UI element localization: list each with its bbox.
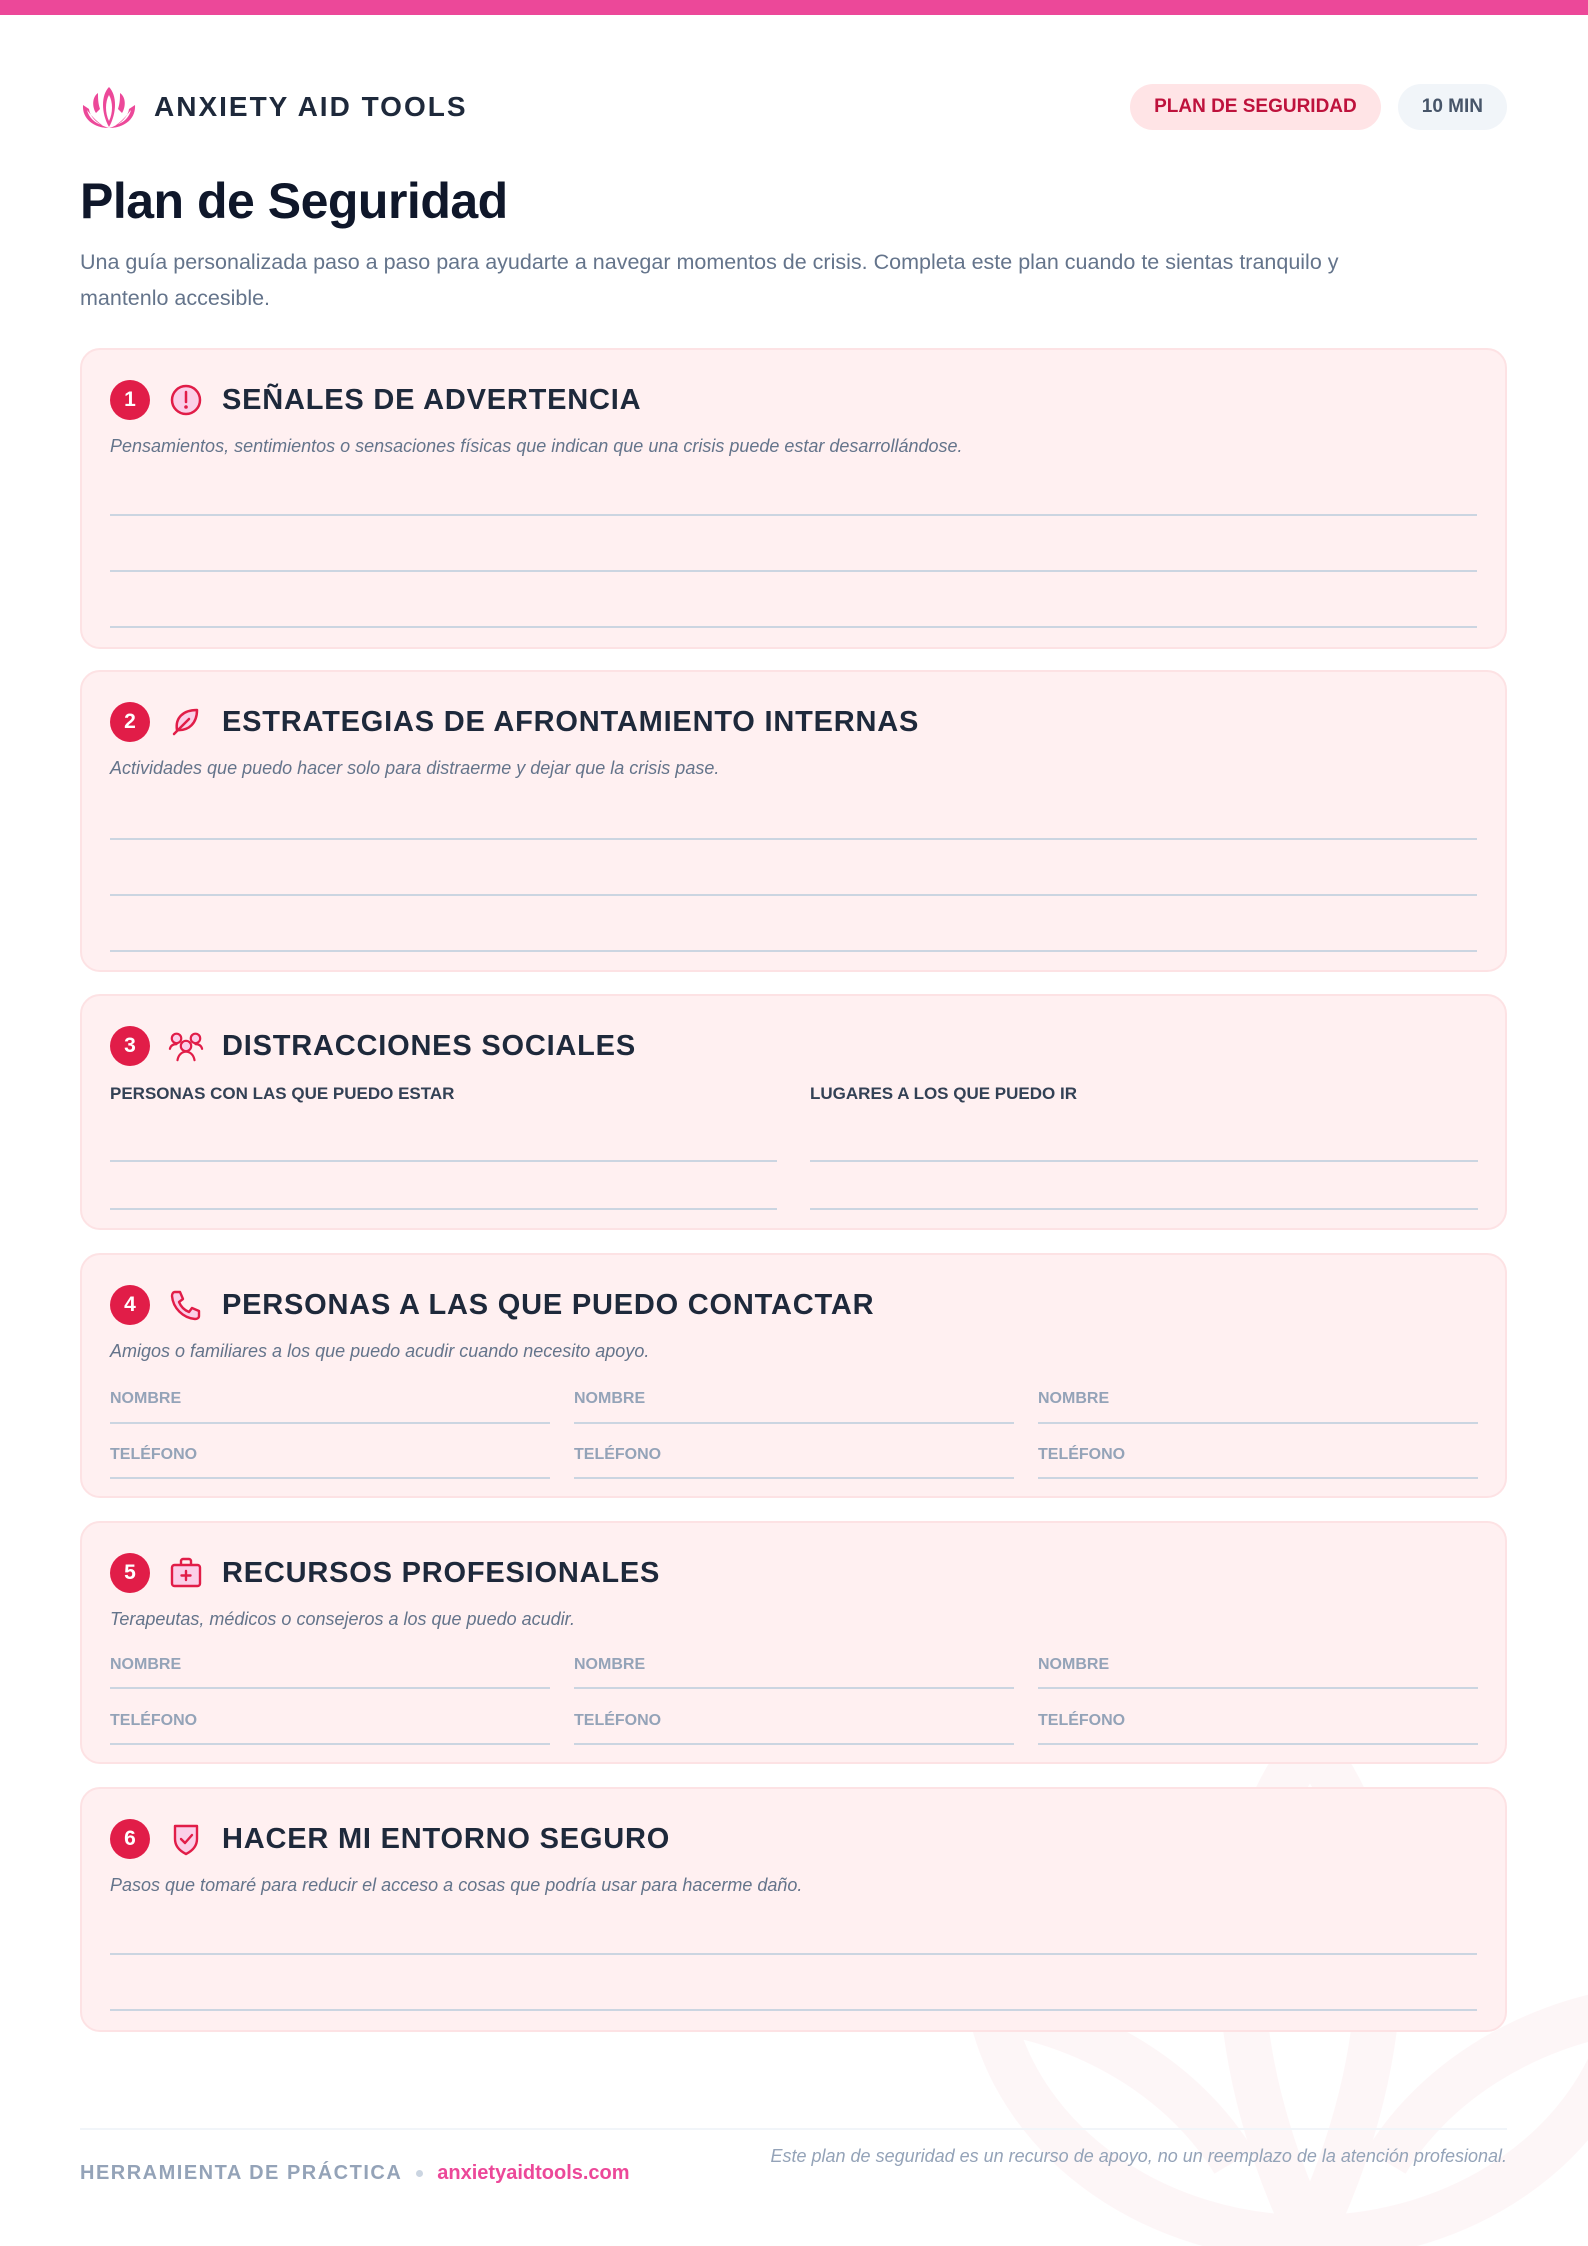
section-description: Pensamientos, sentimientos o sensaciones físicas que indican que una crisis puede estar desarrollándose. — [110, 436, 963, 456]
lotus-icon — [80, 85, 138, 129]
places-line[interactable] — [810, 1208, 1478, 1210]
header — [80, 84, 1507, 130]
phone-label: TELÉFONO — [1038, 1712, 1126, 1729]
write-line[interactable] — [110, 894, 1477, 896]
people-icon — [168, 1028, 204, 1064]
phone-field[interactable] — [1038, 1743, 1478, 1745]
phone-label: TELÉFONO — [110, 1446, 198, 1463]
name-label: NOMBRE — [110, 1656, 182, 1673]
people-line[interactable] — [110, 1208, 777, 1210]
places-line[interactable] — [810, 1160, 1478, 1162]
website-link[interactable]: anxietyaidtools.com — [437, 2162, 630, 2184]
section-internal-coping — [80, 670, 1507, 972]
phone-label: TELÉFONO — [1038, 1446, 1126, 1463]
separator-dot — [416, 2170, 423, 2177]
phone-field[interactable] — [110, 1477, 550, 1479]
step-number: 6 — [110, 1819, 150, 1859]
section-social-distractions — [80, 994, 1507, 1230]
section-title: ESTRATEGIAS DE AFRONTAMIENTO INTERNAS — [222, 705, 920, 738]
phone-label: TELÉFONO — [110, 1712, 198, 1729]
name-field[interactable] — [110, 1422, 550, 1424]
leaf-icon — [168, 704, 204, 740]
section-description: Amigos o familiares a los que puedo acudir cuando necesito apoyo. — [110, 1341, 650, 1361]
top-accent-bar — [0, 0, 1588, 15]
people-column-label: PERSONAS CON LAS QUE PUEDO ESTAR — [110, 1084, 455, 1103]
phone-label: TELÉFONO — [574, 1446, 662, 1463]
section-title: PERSONAS A LAS QUE PUEDO CONTACTAR — [222, 1288, 875, 1321]
section-description: Actividades que puedo hacer solo para distraerme y dejar que la crisis pase. — [110, 758, 720, 778]
medical-kit-icon — [168, 1555, 204, 1591]
name-field[interactable] — [1038, 1422, 1478, 1424]
name-label: NOMBRE — [1038, 1390, 1110, 1407]
step-number: 3 — [110, 1026, 150, 1066]
phone-field[interactable] — [110, 1743, 550, 1745]
write-line[interactable] — [110, 2009, 1477, 2011]
phone-icon — [168, 1287, 204, 1323]
plan-type-badge: PLAN DE SEGURIDAD — [1130, 84, 1381, 130]
page-subtitle: Una guía personalizada paso a paso para ayudarte a navegar momentos de crisis. Completa este plan cuando te sientas tranquilo y mantenlo accesible. — [80, 250, 1339, 310]
write-line[interactable] — [110, 838, 1477, 840]
section-title: RECURSOS PROFESIONALES — [222, 1556, 661, 1589]
name-label: NOMBRE — [574, 1656, 646, 1673]
section-professional-resources — [80, 1521, 1507, 1764]
footer-tag: HERRAMIENTA DE PRÁCTICA — [80, 2162, 403, 2184]
alert-circle-icon — [168, 382, 204, 418]
section-title: SEÑALES DE ADVERTENCIA — [222, 383, 642, 416]
name-field[interactable] — [110, 1687, 550, 1689]
section-description: Terapeutas, médicos o consejeros a los que puedo acudir. — [110, 1609, 575, 1629]
write-line[interactable] — [110, 626, 1477, 628]
name-label: NOMBRE — [1038, 1656, 1110, 1673]
write-line[interactable] — [110, 570, 1477, 572]
name-label: NOMBRE — [574, 1390, 646, 1407]
step-number: 4 — [110, 1285, 150, 1325]
phone-field[interactable] — [574, 1743, 1014, 1745]
write-line[interactable] — [110, 514, 1477, 516]
footer-left — [80, 2162, 630, 2185]
phone-field[interactable] — [1038, 1477, 1478, 1479]
name-field[interactable] — [574, 1422, 1014, 1424]
page-title: Plan de Seguridad — [80, 173, 508, 229]
footer-disclaimer: Este plan de seguridad es un recurso de apoyo, no un reemplazo de la atención profesional. — [770, 2146, 1507, 2166]
name-label: NOMBRE — [110, 1390, 182, 1407]
step-number: 1 — [110, 380, 150, 420]
name-field[interactable] — [1038, 1687, 1478, 1689]
section-warning-signs — [80, 348, 1507, 649]
section-description: Pasos que tomaré para reducir el acceso a cosas que podría usar para hacerme daño. — [110, 1875, 803, 1895]
footer-divider — [80, 2128, 1507, 2130]
section-contacts — [80, 1253, 1507, 1498]
duration-badge: 10 MIN — [1398, 84, 1507, 130]
shield-check-icon — [168, 1821, 204, 1857]
section-title: HACER MI ENTORNO SEGURO — [222, 1822, 671, 1855]
people-line[interactable] — [110, 1160, 777, 1162]
name-field[interactable] — [574, 1687, 1014, 1689]
step-number: 2 — [110, 702, 150, 742]
brand — [80, 85, 468, 129]
phone-label: TELÉFONO — [574, 1712, 662, 1729]
phone-field[interactable] — [574, 1477, 1014, 1479]
badges — [1130, 84, 1507, 130]
step-number: 5 — [110, 1553, 150, 1593]
write-line[interactable] — [110, 950, 1477, 952]
places-column-label: LUGARES A LOS QUE PUEDO IR — [810, 1084, 1077, 1103]
write-line[interactable] — [110, 1953, 1477, 1955]
section-safe-environment — [80, 1787, 1507, 2032]
brand-name: ANXIETY AID TOOLS — [154, 91, 468, 122]
section-title: DISTRACCIONES SOCIALES — [222, 1029, 636, 1062]
